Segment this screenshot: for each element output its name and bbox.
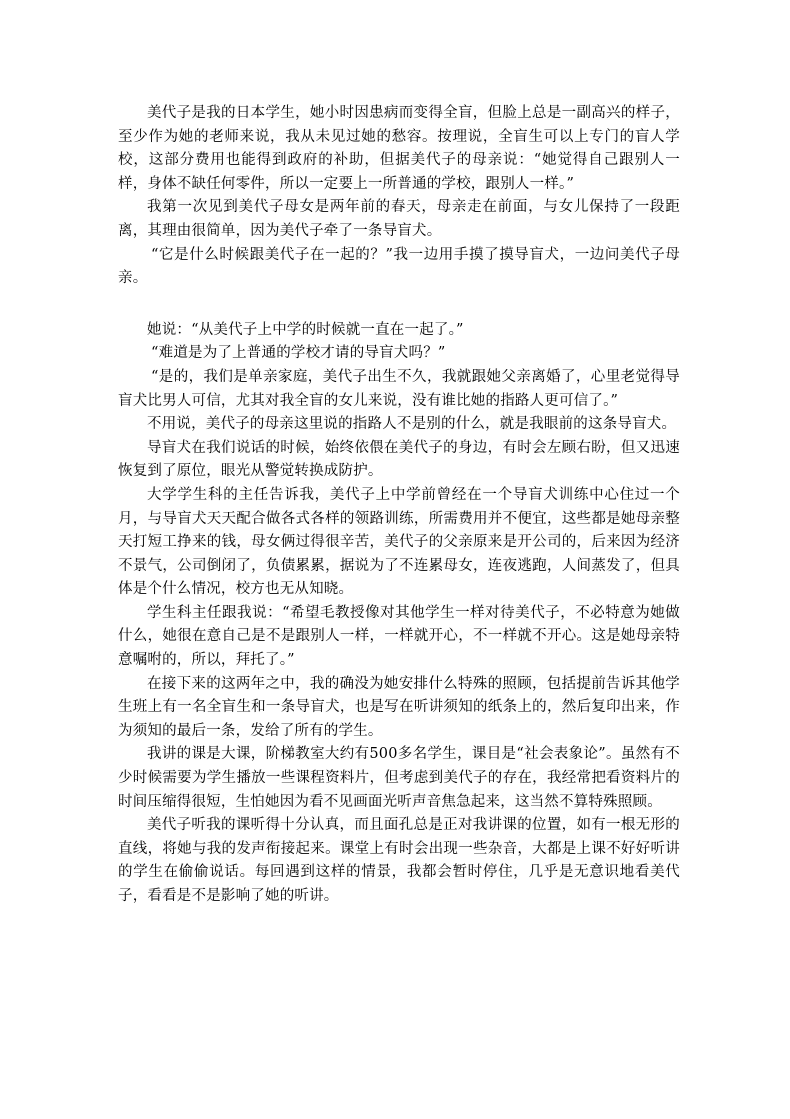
paragraph-question: “它是什么时候跟美代子在一起的？”我一边用手摸了摸导盲犬，一边问美代子母亲。 xyxy=(118,246,680,287)
paragraph-background: 大学学生科的主任告诉我，美代子上中学前曾经在一个导盲犬训练中心住过一个月，与导盲犬天天配合做各式各样的领路训练，所需费用并不便宜，这些都是她母亲整天打短工挣来的钱，母女俩过得很辛苦，美代子的父亲原来是开公司的，后来因为经济不景气，公司倒闭了，负债累累，据说为了不连累母女，连夜逃跑，人间蒸发了，但具体是个什么情况，校方也无从知晓。 xyxy=(118,486,680,598)
paragraph-lecture: 我讲的课是大课，阶梯教室大约有500多名学生，课目是“社会表象论”。虽然有不少时候需要为学生播放一些课程资料片，但考虑到美代子的存在，我经常把看资料片的时间压缩得很短，生怕她因为看不见画面光听声音焦急起来，这当然不算特殊照顾。 xyxy=(118,746,680,810)
paragraph-question-2: “难道是为了上普通的学校才请的导盲犬吗？” xyxy=(151,345,446,362)
paragraph-two-years: 在接下来的这两年之中，我的确没为她安排什么特殊的照顾，包括提前告诉其他学生班上有一名全盲生和一条导盲犬，也是写在听讲须知的纸条上的，然后复印出来，作为须知的最后一条，发给了所有的学生。 xyxy=(118,675,680,739)
paragraph-spacer xyxy=(118,291,680,319)
paragraph-intro: 美代子是我的日本学生，她小时因患病而变得全盲，但脸上总是一副高兴的样子，至少作为她的老师来说，我从未见过她的愁容。按理说，全盲生可以上专门的盲人学校，这部分费用也能得到政府的补助，但据美代子的母亲说：“她觉得自己跟别人一样，身体不缺任何零件，所以一定要上一所普通的学校，跟别人一样。” xyxy=(118,105,680,192)
paragraph-first-meeting: 我第一次见到美代子母女是两年前的春天，母亲走在前面，与女儿保持了一段距离，其理由很简单，因为美代子牵了一条导盲犬。 xyxy=(118,199,680,239)
paragraph-mother-answer: “是的，我们是单亲家庭，美代子出生不久，我就跟她父亲离婚了，心里老觉得导盲犬比男人可信，尤其对我全盲的女儿来说，没有谁比她的指路人更可信了。” xyxy=(118,368,680,409)
paragraph-guide-dog: 不用说，美代子的母亲这里说的指路人不是别的什么，就是我眼前的这条导盲犬。 xyxy=(147,416,677,433)
paragraph-mother-reply: 她说：“从美代子上中学的时候就一直在一起了。” xyxy=(147,321,464,338)
paragraph-dog-behavior: 导盲犬在我们说话的时候，始终依偎在美代子的身边，有时会左顾右盼，但又迅速恢复到了原位，眼光从警觉转换成防护。 xyxy=(118,439,680,480)
article-body xyxy=(118,102,680,909)
paragraph-request: 学生科主任跟我说：“希望毛教授像对其他学生一样对待美代子，不必特意为她做什么，她很在意自己是不是跟别人一样，一样就开心，不一样就不开心。这是她母亲特意嘱咐的，所以，拜托了。” xyxy=(118,604,680,669)
paragraph-listening: 美代子听我的课听得十分认真，而且面孔总是正对我讲课的位置，如有一根无形的直线，将她与我的发声衔接起来。课堂上有时会出现一些杂音，大都是上课不好好听讲的学生在偷偷说话。每回遇到这样的情景，我都会暂时停住，几乎是无意识地看美代子，看看是不是影响了她的听讲。 xyxy=(118,817,680,904)
